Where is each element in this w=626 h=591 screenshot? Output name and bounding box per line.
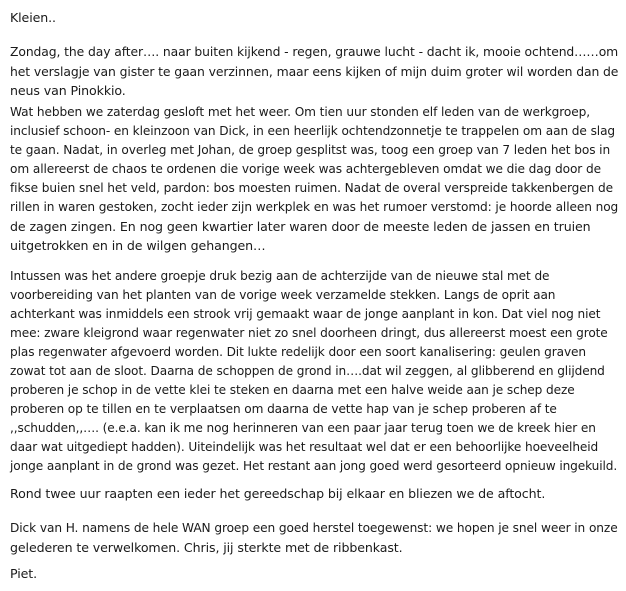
text-line: zowat tot aan de sloot. Daarna de schoppen de grond in….dat wil zeggen, al glibberend en glijdend (10, 364, 605, 378)
text-line: om allereerst de chaos te ordenen die vorige week was achtergebleven omdat we die dag door de (10, 162, 601, 176)
text-line: Dick van H. namens de hele WAN groep een goed herstel toegewenst: we hopen je snel weer in onze (10, 521, 618, 535)
text-line: ,,schudden,,…. (e.e.a. kan ik me nog herinneren van een paar jaar terug toen we de kreek hier en (10, 421, 596, 435)
text-line: jonge aanplant in de grond was gezet. Het restant aan jong goed werd gesorteerd opnieuw ingekuild. (10, 459, 618, 473)
paragraph-closing (10, 484, 545, 503)
text-line: inclusief schoon- en kleinzoon van Dick, in een heerlijk ochtendzonnetje te trappelen om aan de slag (10, 124, 616, 138)
text-line: neus van Pinokkio. (10, 83, 126, 98)
text-line: Intussen was het andere groepje druk bezig aan de achterzijde van de nieuwe stal met de (10, 269, 550, 283)
text-line: de zagen zingen. En nog geen kwartier later waren door de meeste leden de jassen en truien (10, 219, 591, 234)
text-line: mee: zware kleigrond waar regenwater niet zo snel doorheen dringt, dus allereerst moest een grote (10, 326, 608, 340)
paragraph-wishes (10, 519, 618, 557)
signature (10, 564, 37, 583)
paragraph-intro (10, 43, 618, 100)
paragraph-forest-group (10, 103, 618, 255)
text-line: voorbereiding van het planten van de vorige week verzamelde stekken. Langs de oprit aan (10, 288, 556, 302)
text-line: daar wat uitgediept hadden). Uiteindelijk was het resultaat wel dat er een behoorlijke hoeveelheid (10, 440, 599, 454)
text-line: plas regenwater afgevoerd worden. Dit lukte redelijk door een soort kanalisering: geulen graven (10, 345, 587, 359)
text-line: Kleien.. (10, 10, 56, 25)
text-line: te gaan. Nadat, in overleg met Johan, de groep gesplitst was, toog een groep van 7 leden het bos in (10, 143, 611, 157)
text-line: Piet. (10, 566, 38, 581)
paragraph-planting-group (10, 267, 617, 476)
text-line: het verslagje van gister te gaan verzinnen, maar eens kijken of mijn duim groter wil worden dan de (10, 64, 619, 79)
text-line: proberen op te tillen en te verplaatsen om daarna de vette hap van je schep proberen af te (10, 402, 557, 416)
text-line: gelederen te verwelkomen. Chris, jij sterkte met de ribbenkast. (10, 540, 403, 555)
text-line: proberen je schop in de vette klei te steken en daarna met een halve weide aan je schep deze (10, 383, 575, 397)
text-line: Wat hebben we zaterdag gesloft met het weer. Om tien uur stonden elf leden van de werkgroep, (10, 105, 591, 119)
text-line: uitgetrokken en in de wilgen gehangen… (10, 238, 266, 253)
text-line: Zondag, the day after…. naar buiten kijkend - regen, grauwe lucht - dacht ik, mooie ochtend……om (10, 45, 619, 59)
text-line: Rond twee uur raapten een ieder het gereedschap bij elkaar en bliezen we de aftocht. (10, 486, 546, 501)
text-line: achterkant was inmiddels een strook vrij gemaakt waar de jonge aanplant in kon. Dat viel nog niet (10, 307, 601, 321)
text-line: fikse buien snel het veld, pardon: bos moesten ruimen. Nadat de overal verspreide takkenbergen de (10, 181, 613, 195)
text-line: rillen in waren gestoken, zocht ieder zijn werkplek en was het rumoer verstomd: je hoorde alleen nog (10, 200, 619, 214)
greeting (10, 8, 56, 27)
